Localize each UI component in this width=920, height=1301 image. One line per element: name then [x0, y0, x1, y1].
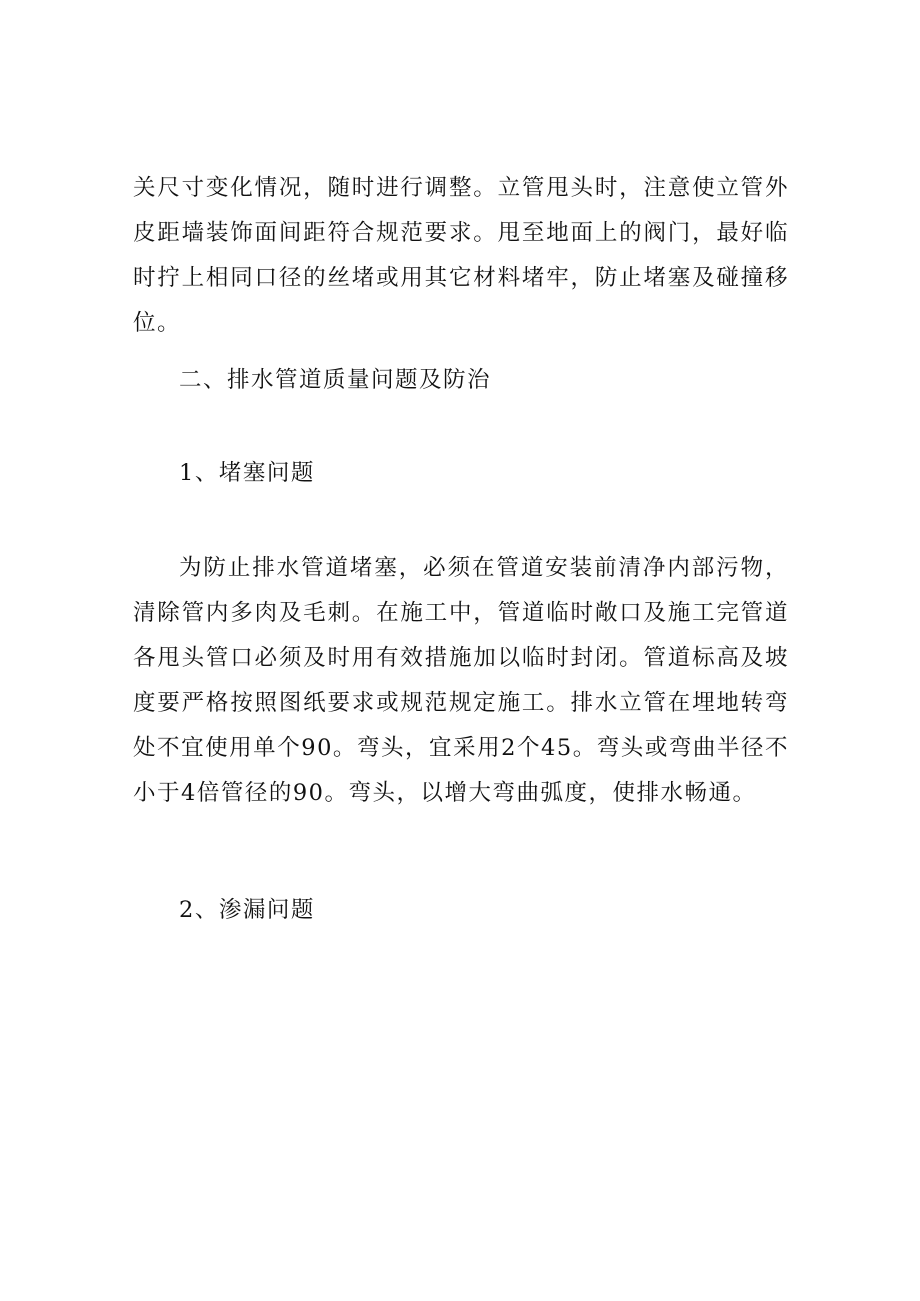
- subsection-heading-blockage: 1、堵塞问题: [179, 460, 315, 486]
- section-heading-drainage-quality: 二、排水管道质量问题及防治: [179, 367, 492, 393]
- subsection-heading-leakage: 2、渗漏问题: [179, 897, 315, 923]
- continuation-paragraph: 关尺寸变化情况，随时进行调整。立管甩头时，注意使立管外皮距墙装饰面间距符合规范要求。甩至地面上的阀门，最好临时拧上相同口径的丝堵或用其它材料堵牢，防止堵塞及碰撞移位。: [133, 175, 789, 336]
- blockage-paragraph: 为防止排水管道堵塞，必须在管道安装前清净内部污物，清除管内多肉及毛刺。在施工中，管道临时敞口及施工完管道各甩头管口必须及时用有效措施加以临时封闭。管道标高及坡度要严格按照图纸要求或规范规定施工。排水立管在埋地转弯处不宜使用单个90。弯头，宜采用2个45。弯头或弯曲半径不小于4倍管径的90。弯头，以增大弯曲弧度，使排水畅通。: [133, 555, 789, 806]
